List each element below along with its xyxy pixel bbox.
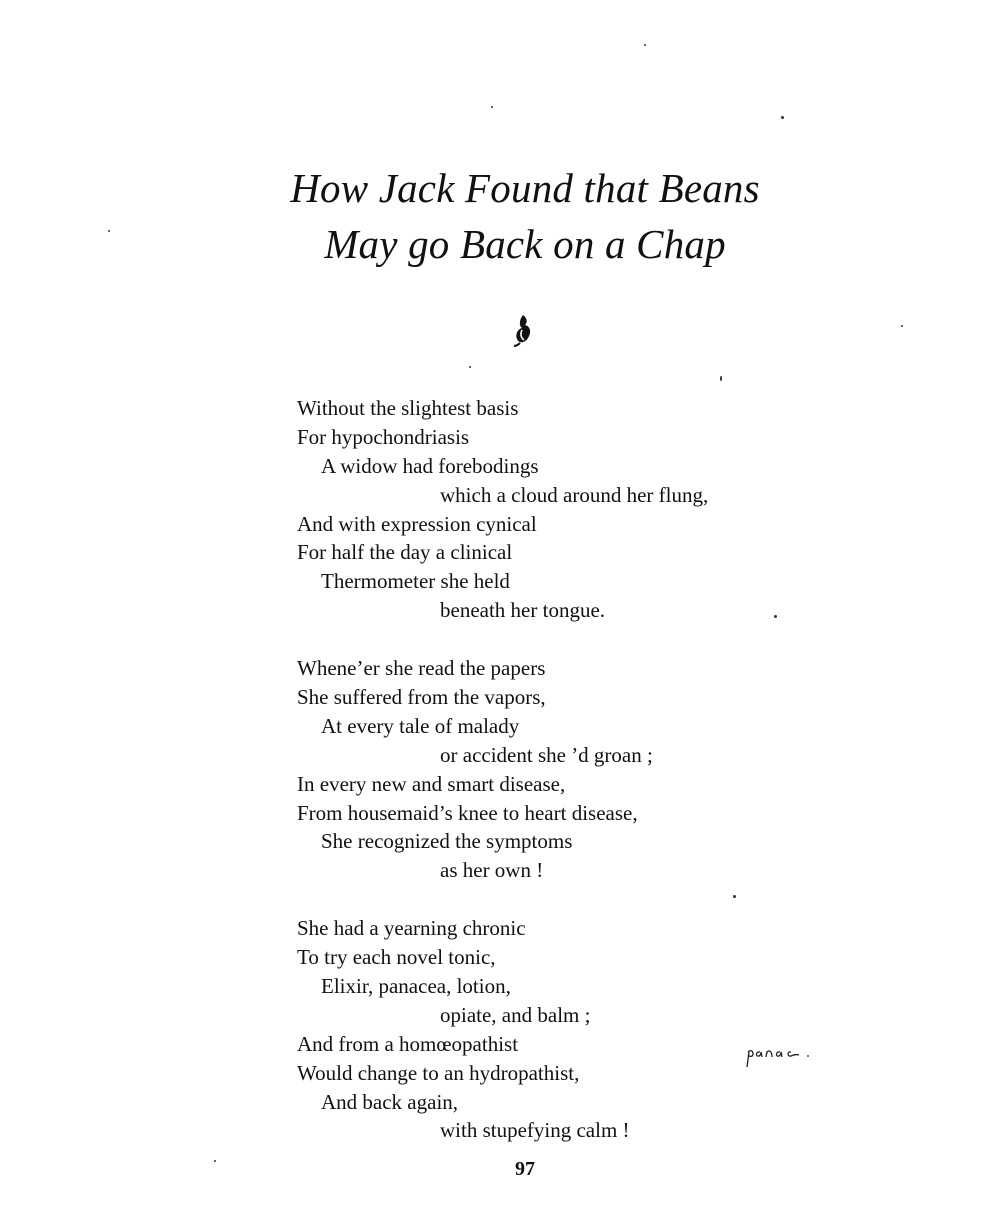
- verse-line: For half the day a clinical: [297, 540, 513, 565]
- verse-line: She suffered from the vapors,: [297, 685, 546, 710]
- stanza-1: [297, 394, 857, 625]
- verse-line: Thermometer she held: [321, 569, 510, 594]
- verse-line: In every new and smart disease,: [297, 771, 566, 796]
- verse-line: And back again,: [321, 1089, 459, 1114]
- scan-speck: [720, 376, 722, 381]
- poem-title-line-2: May go Back on a Chap: [324, 221, 726, 267]
- verse-line: with stupefying calm !: [440, 1118, 630, 1143]
- stanza-2: [297, 654, 857, 885]
- scan-speck: [774, 615, 777, 618]
- verse-line: To try each novel tonic,: [297, 945, 496, 970]
- verse-line: She recognized the symptoms: [321, 829, 573, 854]
- handwritten-margin-note: [744, 1040, 814, 1070]
- scan-speck: [644, 44, 646, 46]
- scan-speck: [469, 366, 471, 368]
- verse-line: Elixir, panacea, lotion,: [321, 974, 511, 999]
- scan-speck: [901, 325, 903, 327]
- poem-title: [0, 160, 998, 272]
- scan-speck: [214, 1160, 216, 1162]
- verse-line: opiate, and balm ;: [440, 1002, 591, 1027]
- verse-line: Without the slightest basis: [297, 396, 519, 420]
- scan-speck: [491, 106, 493, 108]
- verse-line: And with expression cynical: [297, 511, 537, 536]
- leaf-ornament-icon: [511, 312, 535, 348]
- verse-line: as her own !: [440, 858, 544, 883]
- verse-line: At every tale of malady: [321, 713, 520, 738]
- page-number: 97: [515, 1158, 535, 1180]
- verse-line: A widow had forebodings: [321, 453, 539, 478]
- poem-title-line-1: How Jack Found that Beans: [290, 165, 760, 211]
- verse-line: beneath her tongue.: [440, 598, 606, 623]
- verse-line: or accident she ’d groan ;: [440, 742, 653, 767]
- verse-line: Whene’er she read the papers: [297, 656, 546, 681]
- verse-line: And from a homœopathist: [297, 1031, 519, 1056]
- verse-line: She had a yearning chronic: [297, 916, 526, 941]
- verse-line: which a cloud around her flung,: [440, 482, 709, 507]
- stanza-3: [297, 914, 857, 1145]
- scan-speck: [781, 116, 784, 119]
- scan-speck: [733, 895, 736, 898]
- verse-line: From housemaid’s knee to heart disease,: [297, 800, 638, 825]
- verse-line: Would change to an hydropathist,: [297, 1060, 580, 1085]
- verse-line: For hypochondriasis: [297, 424, 470, 449]
- scan-speck: [108, 230, 110, 232]
